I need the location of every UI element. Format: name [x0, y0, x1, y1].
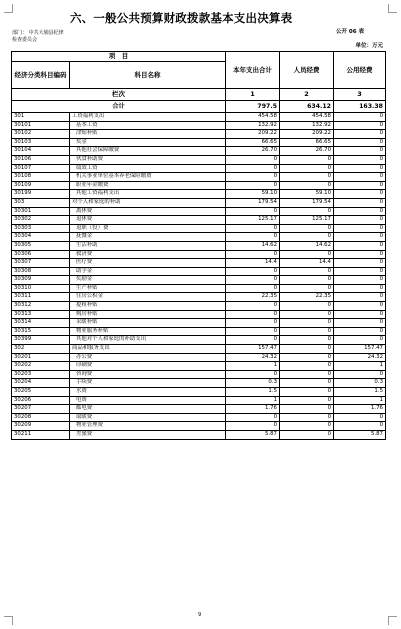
- table-row: [12, 345, 386, 354]
- header-public: 公用经费: [334, 52, 386, 89]
- row-total: 0: [226, 267, 280, 276]
- row-code: 30101: [12, 121, 70, 130]
- row-total: 0: [226, 319, 280, 328]
- row-personnel: 0: [280, 276, 334, 285]
- row-total: 0: [226, 284, 280, 293]
- row-name: 其他社会保障缴费: [70, 147, 226, 156]
- row-public: 0: [334, 173, 386, 182]
- table-row: [12, 388, 386, 397]
- row-code: 30313: [12, 310, 70, 319]
- row-name: 电费: [70, 396, 226, 405]
- row-total: 0: [226, 207, 280, 216]
- row-name: 奖金: [70, 138, 226, 147]
- row-name: 其他工资福利支出: [70, 190, 226, 199]
- row-code: 30306: [12, 250, 70, 259]
- row-total: 14.62: [226, 241, 280, 250]
- row-public: 0: [334, 190, 386, 199]
- department-name-line1: 中共大埔县纪律: [28, 30, 64, 36]
- row-personnel: 0: [280, 164, 334, 173]
- table-row: [12, 181, 386, 190]
- table-row: [12, 250, 386, 259]
- row-total: 179.54: [226, 198, 280, 207]
- table-row: [12, 233, 386, 242]
- row-name: 咨询费: [70, 370, 226, 379]
- table-row: [12, 241, 386, 250]
- table-row: [12, 370, 386, 379]
- row-personnel: 0: [280, 327, 334, 336]
- row-public: 1: [334, 396, 386, 405]
- table-row: [12, 310, 386, 319]
- table-row: [12, 207, 386, 216]
- row-personnel: 66.65: [280, 138, 334, 147]
- row-total: 0: [226, 302, 280, 311]
- row-personnel: 0: [280, 233, 334, 242]
- table-row: [12, 130, 386, 139]
- table-row: [12, 405, 386, 414]
- row-public: 0: [334, 370, 386, 379]
- row-total: 22.35: [226, 293, 280, 302]
- row-total: 24.32: [226, 353, 280, 362]
- table-row: [12, 155, 386, 164]
- row-public: 0: [334, 181, 386, 190]
- page-title: 六、一般公共预算财政拨款基本支出决算表: [70, 11, 293, 25]
- row-name: 生产补贴: [70, 284, 226, 293]
- row-total: 0: [226, 233, 280, 242]
- row-personnel: 0: [280, 302, 334, 311]
- department-name-line2: 检查委员会: [12, 37, 38, 43]
- row-personnel: 59.10: [280, 190, 334, 199]
- row-code: 30211: [12, 430, 70, 439]
- row-name: 商品和服务支出: [70, 345, 226, 354]
- row-code: 30205: [12, 388, 70, 397]
- expenditure-table: [11, 51, 386, 440]
- row-personnel: 0: [280, 430, 334, 439]
- row-code: 30302: [12, 216, 70, 225]
- row-public: 0: [334, 327, 386, 336]
- row-total: 0: [226, 422, 280, 431]
- row-public: 0: [334, 267, 386, 276]
- row-code: 30305: [12, 241, 70, 250]
- row-personnel: 0: [280, 379, 334, 388]
- crop-mark-top-left: [4, 4, 13, 13]
- row-code: 30303: [12, 224, 70, 233]
- header-row-1: [12, 52, 386, 62]
- row-total: 0: [226, 327, 280, 336]
- row-code: 30308: [12, 267, 70, 276]
- row-personnel: 0: [280, 336, 334, 345]
- row-name: 奖励金: [70, 276, 226, 285]
- row-total: 0: [226, 181, 280, 190]
- row-total: 1: [226, 396, 280, 405]
- row-public: 1.5: [334, 388, 386, 397]
- row-personnel: 0: [280, 250, 334, 259]
- row-public: 0: [334, 259, 386, 268]
- row-code: 30109: [12, 181, 70, 190]
- row-public: 0: [334, 207, 386, 216]
- row-code: 30307: [12, 259, 70, 268]
- row-personnel: 14.4: [280, 259, 334, 268]
- row-public: 0: [334, 216, 386, 225]
- row-public: 0.3: [334, 379, 386, 388]
- row-name: 对个人和家庭的补助: [70, 198, 226, 207]
- row-public: 0: [334, 164, 386, 173]
- row-total: 1: [226, 362, 280, 371]
- row-total: 209.22: [226, 130, 280, 139]
- row-code: 30108: [12, 173, 70, 182]
- header-total: 本年支出合计: [226, 52, 280, 89]
- row-code: 30206: [12, 396, 70, 405]
- row-personnel: 0: [280, 396, 334, 405]
- row-personnel: 26.70: [280, 147, 334, 156]
- row-name: 物业管理费: [70, 422, 226, 431]
- column-index-label: 栏次: [12, 89, 226, 101]
- table-row: [12, 430, 386, 439]
- row-personnel: 0: [280, 405, 334, 414]
- row-code: 30301: [12, 207, 70, 216]
- row-name: 取暖费: [70, 413, 226, 422]
- column-index-3: 3: [334, 89, 386, 101]
- row-total: 66.65: [226, 138, 280, 147]
- row-name: 办公费: [70, 353, 226, 362]
- table-row: [12, 413, 386, 422]
- row-personnel: 209.22: [280, 130, 334, 139]
- row-total: 26.70: [226, 147, 280, 156]
- row-personnel: 179.54: [280, 198, 334, 207]
- row-name: 其他对个人和家庭的补助支出: [70, 336, 226, 345]
- row-total: 454.58: [226, 113, 280, 122]
- table-row: [12, 121, 386, 130]
- row-code: 30304: [12, 233, 70, 242]
- row-total: 0: [226, 173, 280, 182]
- row-personnel: 0: [280, 413, 334, 422]
- row-name: 采暖补贴: [70, 319, 226, 328]
- row-public: 0: [334, 113, 386, 122]
- row-personnel: 0: [280, 207, 334, 216]
- column-index-2: 2: [280, 89, 334, 101]
- row-name: 救济费: [70, 250, 226, 259]
- row-total: 0: [226, 155, 280, 164]
- crop-mark-bottom-right: [388, 616, 397, 625]
- row-total: 125.17: [226, 216, 280, 225]
- table-number: 公开 06 表: [336, 29, 364, 35]
- row-personnel: 0: [280, 224, 334, 233]
- department-label: 部门：: [12, 30, 28, 36]
- table-row: [12, 216, 386, 225]
- row-personnel: 0: [280, 353, 334, 362]
- row-code: 30311: [12, 293, 70, 302]
- row-public: 0: [334, 138, 386, 147]
- table-row: [12, 302, 386, 311]
- total-personnel: 634.12: [280, 101, 334, 113]
- total-public: 163.38: [334, 101, 386, 113]
- row-code: 302: [12, 345, 70, 354]
- row-public: 0: [334, 233, 386, 242]
- crop-mark-bottom-left: [4, 616, 13, 625]
- unit-label: 单位：万元: [355, 43, 383, 49]
- table-row: [12, 284, 386, 293]
- table-row: [12, 327, 386, 336]
- row-personnel: 0: [280, 173, 334, 182]
- row-name: 手续费: [70, 379, 226, 388]
- column-index-row: [12, 89, 386, 101]
- row-personnel: 0: [280, 310, 334, 319]
- crop-mark-top-right: [388, 4, 397, 13]
- table-row: [12, 267, 386, 276]
- header-personnel: 人员经费: [280, 52, 334, 89]
- total-label: 合计: [12, 101, 226, 113]
- total-row: [12, 101, 386, 113]
- table-row: [12, 138, 386, 147]
- row-public: 0: [334, 293, 386, 302]
- table-row: [12, 319, 386, 328]
- row-name: 物业服务补贴: [70, 327, 226, 336]
- table-row: [12, 164, 386, 173]
- row-total: 0: [226, 164, 280, 173]
- row-public: 5.87: [334, 430, 386, 439]
- row-personnel: 0: [280, 370, 334, 379]
- row-public: 0: [334, 422, 386, 431]
- page-number: 9: [198, 612, 202, 618]
- row-name: 邮电费: [70, 405, 226, 414]
- table-row: [12, 293, 386, 302]
- department-block: [12, 30, 64, 44]
- header-project: 项 目: [12, 52, 226, 62]
- table-row: [12, 422, 386, 431]
- table-row: [12, 190, 386, 199]
- row-code: 30312: [12, 302, 70, 311]
- row-public: 0: [334, 241, 386, 250]
- row-public: 24.32: [334, 353, 386, 362]
- row-name: 住房公积金: [70, 293, 226, 302]
- row-name: 退休费: [70, 216, 226, 225]
- row-code: 30207: [12, 405, 70, 414]
- row-code: 30314: [12, 319, 70, 328]
- row-name: 津贴补贴: [70, 130, 226, 139]
- row-personnel: 14.62: [280, 241, 334, 250]
- row-personnel: 22.35: [280, 293, 334, 302]
- row-name: 退职（役）费: [70, 224, 226, 233]
- row-name: 水费: [70, 388, 226, 397]
- row-name: 职业年金缴费: [70, 181, 226, 190]
- row-total: 59.10: [226, 190, 280, 199]
- row-code: 30315: [12, 327, 70, 336]
- row-total: 157.47: [226, 345, 280, 354]
- table-row: [12, 198, 386, 207]
- row-name: 印刷费: [70, 362, 226, 371]
- table-row: [12, 173, 386, 182]
- row-personnel: 0: [280, 422, 334, 431]
- row-code: 30103: [12, 138, 70, 147]
- row-personnel: 0: [280, 388, 334, 397]
- table-row: [12, 336, 386, 345]
- table-row: [12, 224, 386, 233]
- row-public: 0: [334, 302, 386, 311]
- row-total: 0: [226, 276, 280, 285]
- row-name: 基本工资: [70, 121, 226, 130]
- row-name: 助学金: [70, 267, 226, 276]
- row-public: 0: [334, 310, 386, 319]
- row-public: 0: [334, 413, 386, 422]
- row-code: 30203: [12, 370, 70, 379]
- row-total: 0: [226, 370, 280, 379]
- row-code: 30104: [12, 147, 70, 156]
- row-personnel: 0: [280, 267, 334, 276]
- row-total: 1.76: [226, 405, 280, 414]
- row-total: 0: [226, 336, 280, 345]
- row-name: 生活补助: [70, 241, 226, 250]
- row-public: 1: [334, 362, 386, 371]
- row-personnel: 454.58: [280, 113, 334, 122]
- row-total: 1.5: [226, 388, 280, 397]
- row-name: 差旅费: [70, 430, 226, 439]
- row-code: 30202: [12, 362, 70, 371]
- row-code: 30204: [12, 379, 70, 388]
- row-name: 购房补贴: [70, 310, 226, 319]
- row-public: 1.76: [334, 405, 386, 414]
- row-code: 301: [12, 113, 70, 122]
- row-code: 30201: [12, 353, 70, 362]
- row-total: 14.4: [226, 259, 280, 268]
- table-row: [12, 113, 386, 122]
- row-public: 0: [334, 155, 386, 164]
- row-public: 0: [334, 284, 386, 293]
- row-code: 30309: [12, 276, 70, 285]
- row-personnel: 0: [280, 319, 334, 328]
- row-total: 5.87: [226, 430, 280, 439]
- row-name: 工资福利支出: [70, 113, 226, 122]
- row-total: 0: [226, 413, 280, 422]
- header-code: 经济分类科目编码: [12, 62, 70, 89]
- row-public: 0: [334, 147, 386, 156]
- table-row: [12, 259, 386, 268]
- row-code: 30310: [12, 284, 70, 293]
- row-code: 30102: [12, 130, 70, 139]
- row-name: 伙食补助费: [70, 155, 226, 164]
- row-public: 0: [334, 224, 386, 233]
- table-row: [12, 147, 386, 156]
- row-public: 0: [334, 319, 386, 328]
- row-public: 0: [334, 130, 386, 139]
- row-code: 30106: [12, 155, 70, 164]
- row-personnel: 125.17: [280, 216, 334, 225]
- row-code: 30209: [12, 422, 70, 431]
- total-amount: 797.5: [226, 101, 280, 113]
- row-public: 0: [334, 276, 386, 285]
- header-name: 科目名称: [70, 62, 226, 89]
- row-total: 0: [226, 224, 280, 233]
- row-total: 0: [226, 310, 280, 319]
- row-total: 0.3: [226, 379, 280, 388]
- row-personnel: 0: [280, 181, 334, 190]
- row-public: 0: [334, 121, 386, 130]
- row-name: 医疗费: [70, 259, 226, 268]
- row-name: 提租补贴: [70, 302, 226, 311]
- row-personnel: 132.92: [280, 121, 334, 130]
- table-row: [12, 396, 386, 405]
- row-personnel: 0: [280, 284, 334, 293]
- column-index-1: 1: [226, 89, 280, 101]
- table-row: [12, 362, 386, 371]
- row-code: 303: [12, 198, 70, 207]
- row-personnel: 0: [280, 362, 334, 371]
- row-code: 30107: [12, 164, 70, 173]
- row-name: 机关事业单位基本养老保险缴费: [70, 173, 226, 182]
- row-public: 157.47: [334, 345, 386, 354]
- table-row: [12, 379, 386, 388]
- row-total: 0: [226, 250, 280, 259]
- row-name: 抚恤金: [70, 233, 226, 242]
- row-public: 0: [334, 336, 386, 345]
- row-total: 132.92: [226, 121, 280, 130]
- row-name: 绩效工资: [70, 164, 226, 173]
- row-code: 30199: [12, 190, 70, 199]
- table-row: [12, 353, 386, 362]
- row-personnel: 0: [280, 345, 334, 354]
- row-personnel: 0: [280, 155, 334, 164]
- row-public: 0: [334, 250, 386, 259]
- table-row: [12, 276, 386, 285]
- row-public: 0: [334, 198, 386, 207]
- row-code: 30399: [12, 336, 70, 345]
- row-name: 离休费: [70, 207, 226, 216]
- row-code: 30208: [12, 413, 70, 422]
